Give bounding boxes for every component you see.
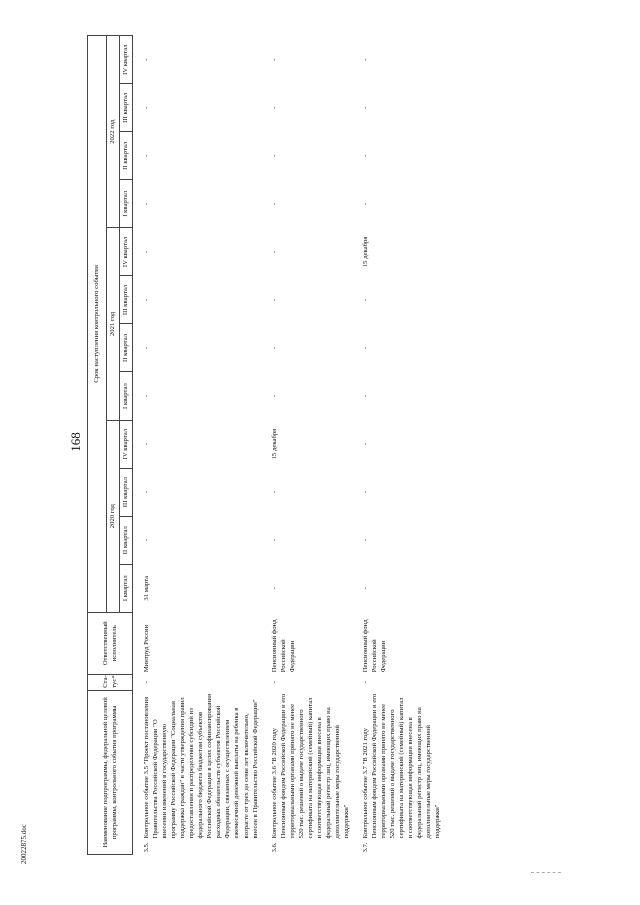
table-row: [269, 36, 352, 855]
row-executor: Пенсионный фонд Российской Федерации: [270, 619, 296, 673]
row-cell: -: [270, 587, 278, 590]
row-cell: -: [143, 491, 150, 494]
footer-file-name: 20022875.doc: [20, 824, 28, 864]
row-cell: -: [362, 346, 370, 350]
stamp-mark: [531, 872, 561, 874]
row-cell: -: [362, 298, 370, 302]
header-quarter: II квартал: [120, 324, 133, 372]
row-cell: -: [143, 394, 150, 398]
header-quarter: IV квартал: [120, 228, 133, 276]
row-cell: -: [143, 58, 150, 61]
header-quarter: IV квартал: [120, 36, 133, 84]
header-quarter: II квартал: [120, 132, 133, 180]
row-cell: -: [362, 442, 370, 446]
header-quarter: III квартал: [120, 84, 133, 132]
row-executor: Минтруд России: [143, 624, 150, 673]
row-cell: -: [270, 250, 278, 253]
row-cell: -: [270, 394, 278, 398]
row-cell: 15 декабря: [270, 428, 278, 460]
row-cell: -: [362, 58, 370, 61]
row-number: 3.6.: [270, 842, 278, 853]
row-status: -: [362, 681, 370, 684]
table-header: [88, 36, 133, 855]
header-year-2020: 2020 год: [107, 420, 120, 612]
header-quarter: II квартал: [120, 516, 133, 564]
row-cell: -: [362, 202, 370, 205]
row-cell: -: [143, 202, 150, 205]
page-number: 168: [68, 432, 83, 452]
row-cell: -: [362, 539, 370, 542]
header-quarter: I квартал: [120, 180, 133, 228]
table-row: [360, 36, 443, 855]
row-cell: 15 декабря: [362, 236, 370, 268]
row-cell: 31 марта: [143, 575, 150, 601]
row-status: -: [143, 681, 150, 684]
row-cell: -: [362, 154, 370, 157]
row-cell: -: [362, 106, 370, 109]
header-quarter: I квартал: [120, 564, 133, 612]
row-cell: -: [270, 491, 278, 494]
row-cell: -: [270, 154, 278, 157]
row-status: -: [270, 681, 278, 684]
header-status: Ста-тус*: [88, 674, 133, 690]
row-number: 3.5.: [143, 842, 150, 853]
row-event-name: Контрольное событие 3.7 "В 2021 году Пенсионным фондом Российской Федерации и его территориальными органами принято не менее 520 тыс. решений о выдаче государственного сертификата на материнский (семейный) капитал и соответствующая информация внесена в федеральный регистр лиц, имеющих право на дополнительные меры государственной поддержки": [362, 693, 442, 839]
row-cell: -: [270, 58, 278, 61]
header-quarter: I квартал: [120, 372, 133, 420]
row-cell: -: [143, 346, 150, 350]
row-cell: -: [143, 442, 150, 446]
row-cell: -: [270, 106, 278, 109]
table-row: [141, 36, 261, 855]
row-cell: -: [270, 346, 278, 350]
row-cell: -: [270, 202, 278, 205]
row-cell: -: [143, 154, 150, 157]
row-cell: -: [362, 587, 370, 590]
header-quarter: IV квартал: [120, 420, 133, 468]
row-cell: -: [270, 298, 278, 302]
header-quarter: III квартал: [120, 276, 133, 324]
row-event-name: Контрольное событие 3.6 "В 2020 году Пенсионным фондом Российской Федерации и его территориальными органами принято не менее 520 тыс. решений о выдаче государственного сертификата на материнский (семейный) капитал и соответствующая информация внесена в федеральный регистр лиц, имеющих право на дополнительные меры государственной поддержки": [270, 693, 350, 839]
control-events-table: [87, 35, 443, 855]
rotated-table-container: [87, 35, 607, 855]
row-cell: -: [362, 491, 370, 494]
table-body: [133, 36, 444, 855]
header-executor: Ответственный исполнитель: [88, 612, 133, 674]
header-year-2021: 2021 год: [107, 228, 120, 420]
header-period: Срок наступления контрольного события: [88, 36, 107, 613]
row-cell: -: [270, 539, 278, 542]
row-executor: Пенсионный фонд Российской Федерации: [362, 619, 388, 673]
row-number: 3.7.: [362, 842, 370, 853]
row-cell: -: [143, 539, 150, 542]
row-cell: -: [143, 106, 150, 109]
row-cell: -: [143, 250, 150, 253]
row-cell: -: [143, 298, 150, 302]
header-name: Наименование подпрограммы, федеральной целевой программы, контрольного события программы: [88, 690, 133, 854]
header-quarter: III квартал: [120, 468, 133, 516]
header-year-2022: 2022 год: [107, 36, 120, 228]
row-event-name: Контрольное событие 3.5 "Проект постановления Правительства Российской Федерации "О внесении изменений в государственную программу Российской Федерации "Социальная поддержка граждан" в части утверждения правил предоставления и распределения субсидий из федерального бюджета бюджетам субъектов Российской Федерации в целях софинансирования расходных обязательств субъектов Российской Федерации, связанных с осуществлением ежемесячной денежной выплаты на ребенка в возрасте от трех до семи лет включительно, внесен в Правительство Российской Федерации": [143, 693, 259, 839]
row-cell: -: [362, 394, 370, 398]
